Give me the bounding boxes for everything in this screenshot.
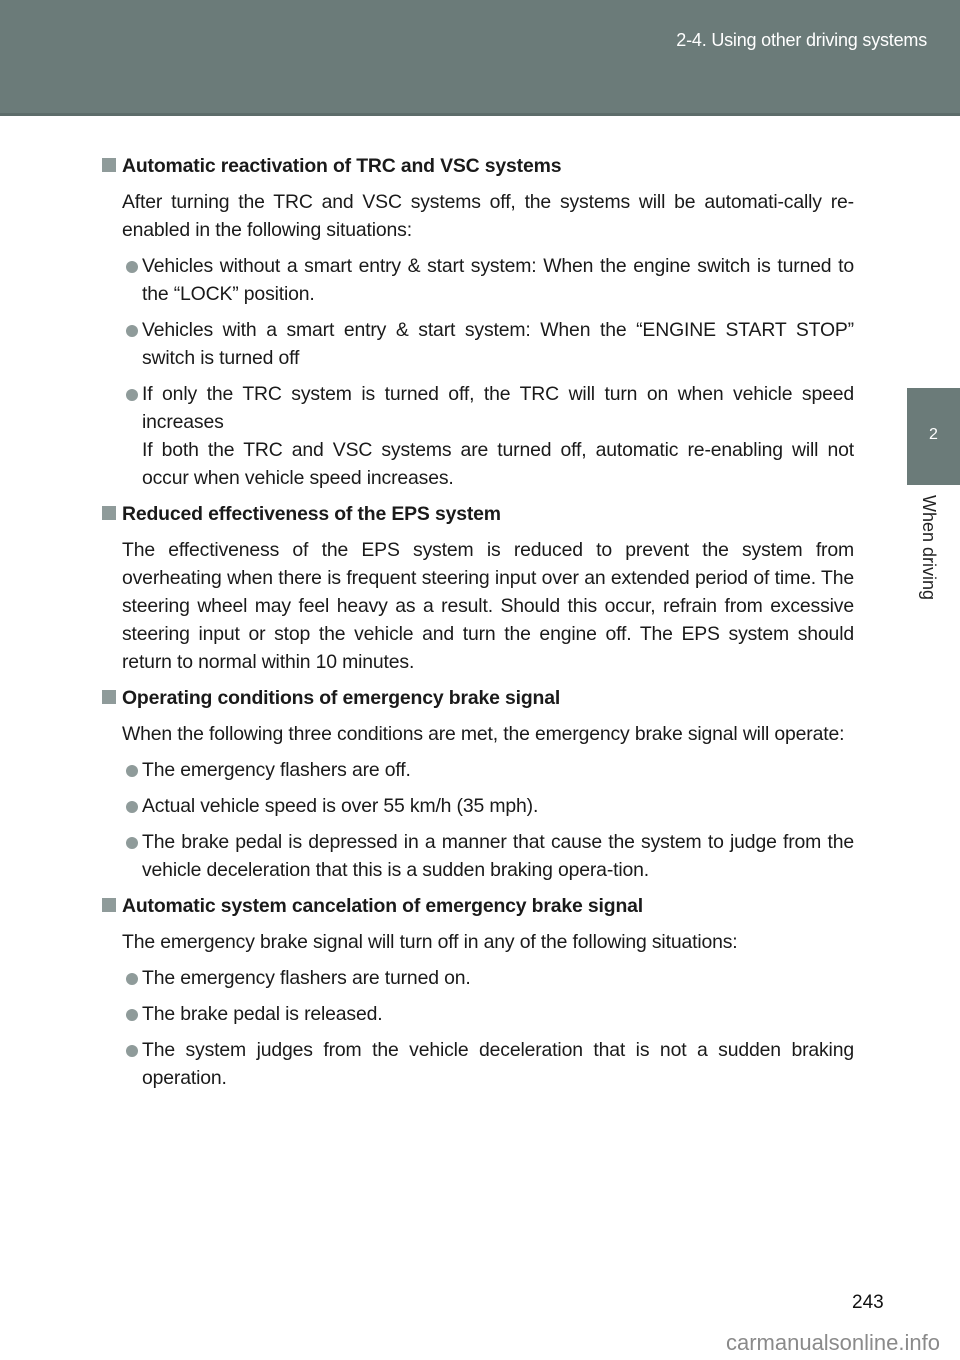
square-bullet-icon <box>102 506 116 520</box>
circle-bullet-icon <box>126 801 138 813</box>
section-emergency-brake-cancelation <box>102 892 854 1092</box>
chapter-number: 2 <box>929 426 938 443</box>
list-item: The brake pedal is depressed in a manner that cause the system to judge from the vehicle deceleration that this is a sudden braking opera-tion. <box>142 828 854 884</box>
chapter-label: When driving <box>919 495 939 601</box>
section-heading: Automatic reactivation of TRC and VSC systems <box>102 152 854 180</box>
circle-bullet-icon <box>126 765 138 777</box>
section-eps-effectiveness <box>102 500 854 676</box>
list-item: The brake pedal is released. <box>142 1000 854 1028</box>
circle-bullet-icon <box>126 1009 138 1021</box>
section-heading: Automatic system cancelation of emergency brake signal <box>102 892 854 920</box>
list-item: If only the TRC system is turned off, the TRC will turn on when vehicle speed increases If both the TRC and VSC systems are turned off, automatic re-enabling will not occur when vehicle speed increases. <box>142 380 854 492</box>
section-heading: Reduced effectiveness of the EPS system <box>102 500 854 528</box>
page-content <box>102 152 854 1100</box>
section-intro: After turning the TRC and VSC systems off, the systems will be automati-cally re-enabled in the following situations: <box>122 191 854 241</box>
circle-bullet-icon <box>126 325 138 337</box>
circle-bullet-icon <box>126 973 138 985</box>
list-item: The emergency flashers are turned on. <box>142 964 854 992</box>
section-intro: The emergency brake signal will turn off in any of the following situations: <box>122 931 738 953</box>
list-item: The emergency flashers are off. <box>142 756 854 784</box>
list-item: Vehicles without a smart entry & start system: When the engine switch is turned to the “LOCK” position. <box>142 252 854 308</box>
section-intro: The effectiveness of the EPS system is reduced to prevent the system from overheating when there is frequent steering input over an extended period of time. The steering wheel may feel heavy as a result. Should this occur, refrain from excessive steering input or stop the vehicle and turn the engine off. The EPS system should return to normal within 10 minutes. <box>122 539 854 673</box>
chapter-tab <box>907 388 960 485</box>
section-heading: Operating conditions of emergency brake signal <box>102 684 854 712</box>
square-bullet-icon <box>102 158 116 172</box>
list-item: Vehicles with a smart entry & start system: When the “ENGINE START STOP” switch is turned off <box>142 316 854 372</box>
circle-bullet-icon <box>126 837 138 849</box>
circle-bullet-icon <box>126 389 138 401</box>
circle-bullet-icon <box>126 1045 138 1057</box>
section-trc-vsc-reactivation <box>102 152 854 492</box>
list-item-note: If both the TRC and VSC systems are turned off, automatic re-enabling will not occur when vehicle speed increases. <box>142 439 854 489</box>
page-number: 243 <box>852 1292 884 1313</box>
section-intro: When the following three conditions are met, the emergency brake signal will operate: <box>122 723 845 745</box>
square-bullet-icon <box>102 898 116 912</box>
page-header <box>0 0 960 116</box>
square-bullet-icon <box>102 690 116 704</box>
chapter-title: 2-4. Using other driving systems <box>676 30 927 50</box>
list-item: Actual vehicle speed is over 55 km/h (35 mph). <box>142 792 854 820</box>
list-item: The system judges from the vehicle deceleration that is not a sudden braking operation. <box>142 1036 854 1092</box>
section-emergency-brake-operating <box>102 684 854 884</box>
watermark: carmanualsonline.info <box>725 1330 940 1355</box>
circle-bullet-icon <box>126 261 138 273</box>
